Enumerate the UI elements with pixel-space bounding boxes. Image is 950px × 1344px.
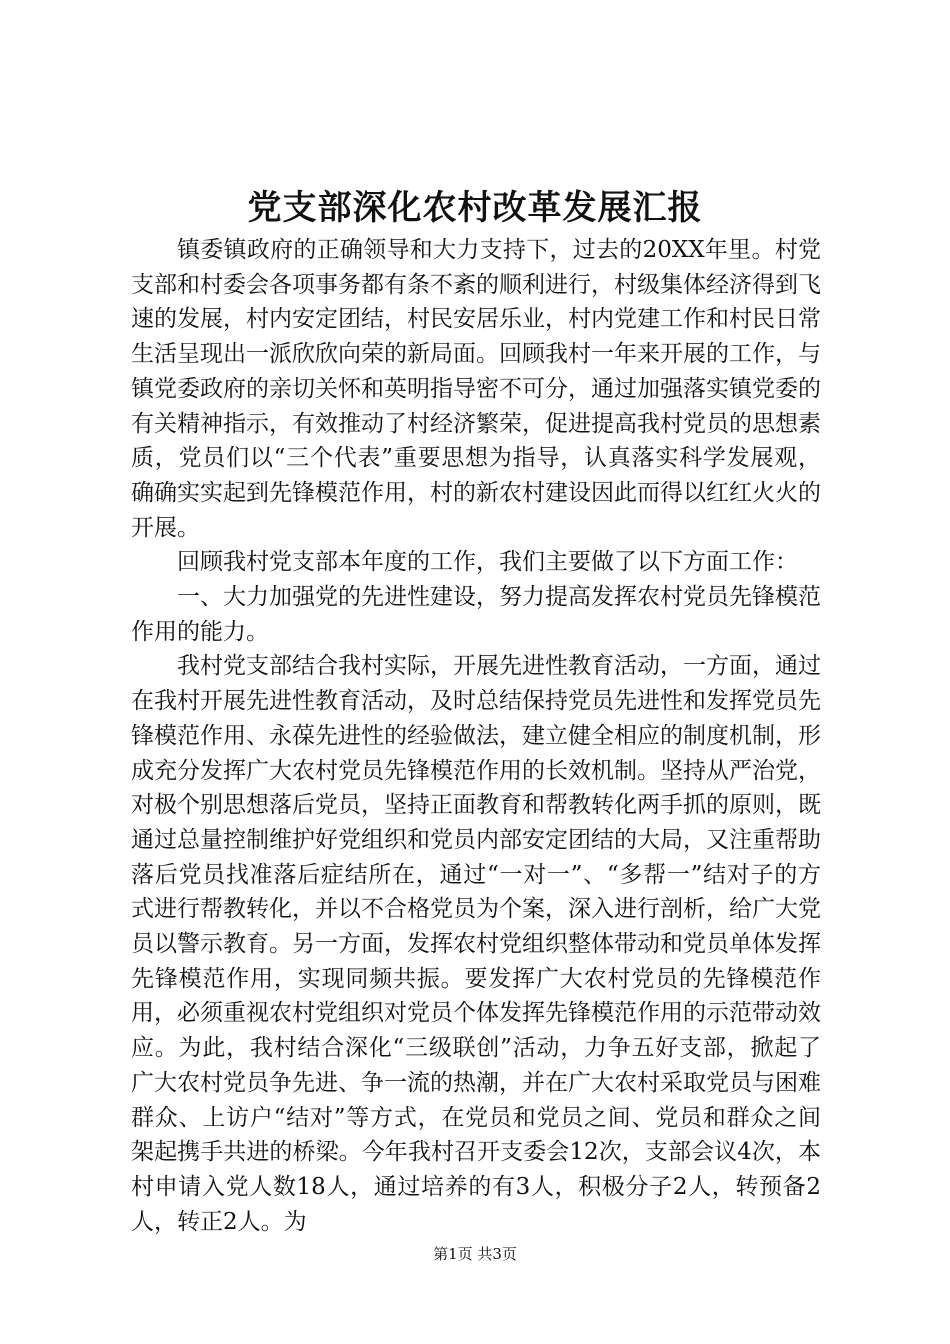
paragraph: 镇委镇政府的正确领导和大力支持下，过去的20XX年里。村党支部和村委会各项事务都有条不紊的顺利进行，村级集体经济得到飞速的发展，村内安定团结，村民安居乐业，村内党建工作和村民日常生活呈现出一派欣欣向荣的新局面。回顾我村一年来开展的工作，与镇党委政府的亲切关怀和英明指导密不可分，通过加强落实镇党委的有关精神指示，有效推动了村经济繁荣，促进提高我村党员的思想素质，党员们以“三个代表”重要思想为指导，认真落实科学发展观，确确实实起到先锋模范作用，村的新农村建设因此而得以红红火火的开展。 (131, 237, 821, 541)
page-footer: 第1页 共3页 (433, 1245, 517, 1263)
document-title: 党支部深化农村改革发展汇报 (247, 188, 703, 228)
document-body (131, 233, 821, 1239)
paragraph: 回顾我村党支部本年度的工作，我们主要做了以下方面工作： (177, 549, 798, 576)
paragraph: 一、大力加强党的先进性建设，努力提高发挥农村党员先锋模范作用的能力。 (131, 584, 821, 645)
paragraph: 我村党支部结合我村实际，开展先进性教育活动，一方面，通过在我村开展先进性教育活动，及时总结保持党员先进性和发挥党员先锋模范作用、永葆先进性的经验做法，建立健全相应的制度机制，形成充分发挥广大农村党员先锋模范作用的长效机制。坚持从严治党，对极个别思想落后党员，坚持正面教育和帮教转化两手抓的原则，既通过总量控制维护好党组织和党员内部安定团结的大局，又注重帮助落后党员找准落后症结所在，通过“一对一”、“多帮一”结对子的方式进行帮教转化，并以不合格党员为个案，深入进行剖析，给广大党员以警示教育。另一方面，发挥农村党组织整体带动和党员单体发挥先锋模范作用，实现同频共振。要发挥广大农村党员的先锋模范作用，必须重视农村党组织对党员个体发挥先锋模范作用的示范带动效应。为此，我村结合深化“三级联创”活动，力争五好支部，掀起了广大农村党员争先进、争一流的热潮，并在广大农村采取党员与困难群众、上访户“结对”等方式，在党员和党员之间、党员和群众之间架起携手共进的桥梁。今年我村召开支委会12次，支部会议4次，本村申请入党人数18人，通过培养的有3人，积极分子2人，转预备2人，转正2人。为 (131, 653, 821, 1235)
